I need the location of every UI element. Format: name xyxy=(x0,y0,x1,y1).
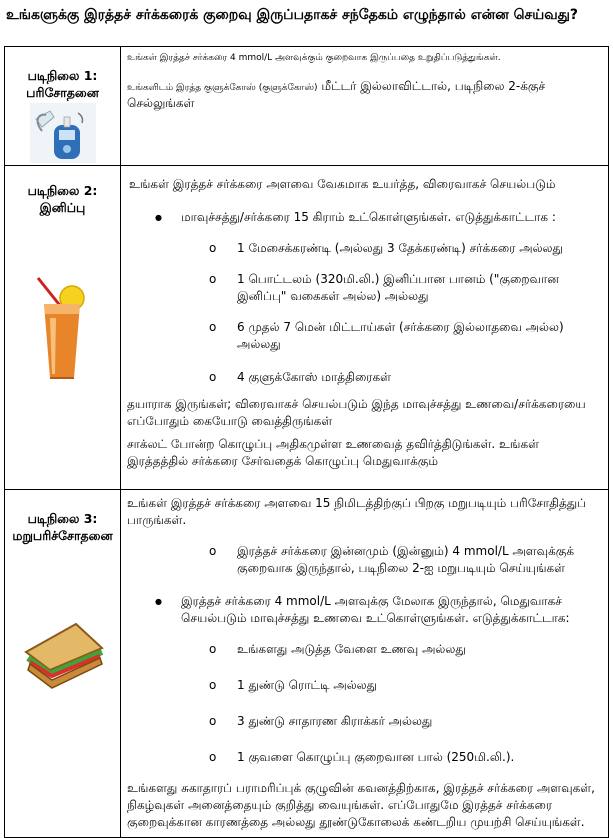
step3-content-cell xyxy=(121,490,609,838)
step1-text-2 xyxy=(127,78,602,112)
step3-name: மறுபரிச்சோதனை xyxy=(12,528,113,543)
step3-option-3: o 3 துண்டு சாதாரண கிராக்கர் அல்லது xyxy=(127,713,602,730)
step3-sub-1: o இரத்தச் சர்க்கரை இன்னமும் (இன்னும்) 4 mmol/L அளவுக்குக் குறைவாக இருந்தால், படிநிலை 2-ஐ மறுபடியும் செய்யுங்கள் xyxy=(127,543,602,577)
step2-label-cell xyxy=(5,166,121,490)
step3-label-cell xyxy=(5,490,121,838)
step2-option-3: o 6 முதல் 7 மென் மிட்டாய்கள் (சர்க்கரை இல்லாதவை அல்ல) அல்லது xyxy=(127,319,602,353)
step2-number: படிநிலை 2: xyxy=(27,183,98,198)
step3-option-4: o 1 குவளை கொழுப்பு குறைவான பால் (250மி.லி.). xyxy=(127,749,602,766)
step1-label-cell xyxy=(5,47,121,166)
step1-name: பரிசோதனை xyxy=(26,85,99,100)
step1-row xyxy=(5,47,609,166)
step1-text-2b: மீட்டர் இல்லாவிட்டால், படிநிலை 2-க்குச் செல்லுங்கள் xyxy=(127,79,546,110)
step2-row xyxy=(5,166,609,490)
step2-content-cell xyxy=(121,166,609,490)
step1-number: படிநிலை 1: xyxy=(27,68,98,83)
page-title: உங்களுக்கு இரத்தச் சர்க்கரைக் குறைவு இருப்பதாகச் சந்தேகம் எழுந்தால் என்ன செய்வது? xyxy=(6,7,578,23)
step3-option-2: o 1 துண்டு ரொட்டி அல்லது xyxy=(127,677,602,694)
step3-closing: உங்களது சுகாதாரப் பராமரிப்புக் குழுவின் கவனத்திற்காக, இரத்தச் சர்க்கரை அளவுகள், நிகழ்வுகள் அனைத்தையும் குறித்து வையுங்கள். எப்போதுமே இரத்தச் சர்க்கரை குறைவுக்கான காரணத்தை அல்லது தூண்டுகோலைக் கண்டறிய முயற்சி செய்யுங்கள். xyxy=(127,781,595,829)
step3-intro: உங்கள் இரத்தச் சர்க்கரை அளவை 15 நிமிடத்திற்குப் பிறகு மறுபடியும் பரிசோதித்துப் பாருங்கள். xyxy=(127,496,587,527)
step1-content-cell xyxy=(121,47,609,166)
step2-note-2: சாக்லட் போன்ற கொழுப்பு அதிகமுள்ள உணவைத் தவிர்த்திடுங்கள். உங்கள் இரத்தத்தில் சர்க்கரை சேர்வதைக் கொழுப்பு மெதுவாக்கும் xyxy=(127,437,539,468)
step2-bullet: ● மாவுச்சத்து/சர்க்கரை 15 கிராம் உட்கொள்ளுங்கள். எடுத்துக்காட்டாக : xyxy=(127,209,602,226)
step3-option-1: o உங்களது அடுத்த வேளை உணவு அல்லது xyxy=(127,641,602,658)
step3-row xyxy=(5,490,609,838)
step2-option-1: o 1 மேசைக்கரண்டி (அல்லது 3 தேக்கரண்டி) சர்க்கரை அல்லது xyxy=(127,240,602,257)
step3-number: படிநிலை 3: xyxy=(27,511,98,526)
step2-option-4: o 4 குளுக்கோஸ் மாத்திரைகள் xyxy=(127,369,602,386)
step2-name: இனிப்பு xyxy=(39,200,86,215)
step1-text-2a: உங்களிடம் இரத்த குளுக்கோஸ் (குளுக்கோஸ்) xyxy=(127,83,318,93)
sandwich-icon xyxy=(20,618,106,692)
step2-intro: உங்கள் இரத்தச் சர்க்கரை அளவை வேகமாக உயர்த்த, விரைவாகச் செயல்படும் xyxy=(129,177,556,191)
juice-glass-icon xyxy=(28,274,98,384)
step2-option-2: o 1 பொட்டலம் (320மி.லி.) இனிப்பான பானம் ("குறைவான இனிப்பு" வகைகள் அல்ல) அல்லது xyxy=(127,271,602,305)
step2-note-1: தயாராக இருங்கள்; விரைவாகச் செயல்படும் இந்த மாவுச்சத்து உணவை/சர்க்கரையை எப்போதும் கையோடு வைத்திருங்கள் xyxy=(127,397,586,428)
glucose-meter-icon xyxy=(28,101,98,165)
step3-bullet: ● இரத்தச் சர்க்கரை 4 mmol/L அளவுக்கு மேலாக இருந்தால், மெதுவாகச் செயல்படும் மாவுச்சத்து உணவை உட்கொள்ளுங்கள். எடுத்துக்காட்டாக: xyxy=(127,593,602,627)
steps-table xyxy=(4,46,609,838)
step1-text-1: உங்கள் இரத்தச் சர்க்கரை 4 mmol/L அளவுக்கும் குறைவாக இருப்பதை உறுதிப்படுத்துங்கள். xyxy=(127,53,501,63)
